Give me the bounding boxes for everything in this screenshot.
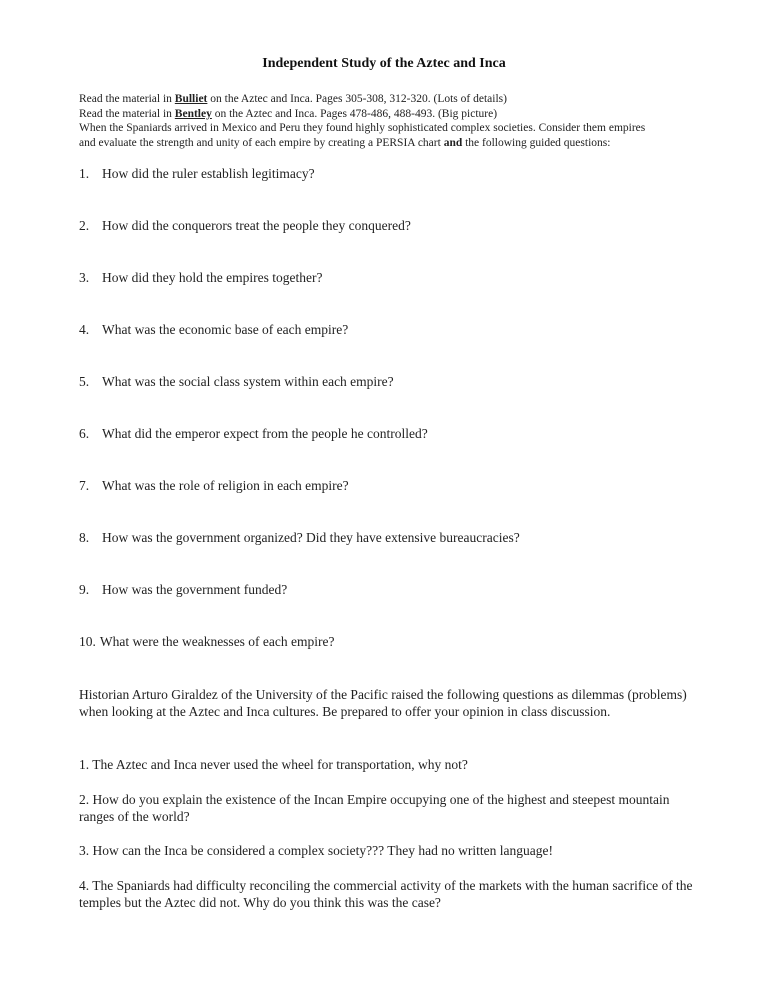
historian-text: Historian Arturo Giraldez of the University of the Pacific raised the following questions as dilemmas (problems) when looking at the Aztec and Inca cultures. Be prepared to offer your opinion in class discussion. bbox=[79, 687, 687, 719]
question-number: 4. bbox=[79, 322, 90, 337]
question-item bbox=[79, 530, 520, 546]
dilemma-item bbox=[79, 791, 699, 825]
question-text: How was the government funded? bbox=[102, 582, 288, 597]
question-text: How did the ruler establish legitimacy? bbox=[102, 166, 315, 181]
page-title: Independent Study of the Aztec and Inca bbox=[262, 56, 506, 71]
intro-line4-suffix: the following guided questions: bbox=[462, 136, 611, 149]
book-bentley: Bentley bbox=[174, 107, 212, 120]
dilemma-item bbox=[79, 756, 699, 773]
question-item bbox=[79, 426, 428, 442]
question-text: How was the government organized? Did they have extensive bureaucracies? bbox=[102, 530, 520, 545]
dilemma-text: 1. The Aztec and Inca never used the wheel for transportation, why not? bbox=[79, 757, 468, 772]
question-number: 7. bbox=[79, 478, 90, 493]
question-number: 2. bbox=[79, 218, 90, 233]
intro-line2-prefix: Read the material in bbox=[79, 107, 175, 120]
question-number: 5. bbox=[79, 374, 90, 389]
intro-instructions bbox=[79, 92, 719, 150]
dilemma-text: 3. How can the Inca be considered a complex society??? They had no written language! bbox=[79, 843, 553, 858]
question-item bbox=[79, 218, 411, 234]
question-text: How did they hold the empires together? bbox=[102, 270, 323, 285]
question-number: 6. bbox=[79, 426, 90, 441]
question-text: What did the emperor expect from the people he controlled? bbox=[102, 426, 428, 441]
intro-and-bold: and bbox=[443, 136, 463, 149]
intro-line-bentley bbox=[79, 107, 719, 122]
question-item bbox=[79, 478, 349, 494]
question-item bbox=[79, 634, 335, 650]
dilemma-item bbox=[79, 842, 699, 859]
dilemma-text: 4. The Spaniards had difficulty reconciling the commercial activity of the markets with the human sacrifice of the temples but the Aztec did not. Why do you think this was the case? bbox=[79, 878, 693, 910]
intro-line1-prefix: Read the material in bbox=[79, 93, 175, 105]
intro-line4-prefix: and evaluate the strength and unity of each empire by creating a PERSIA chart bbox=[79, 136, 444, 149]
question-text: What was the economic base of each empire? bbox=[102, 322, 349, 337]
book-bulliet: Bulliet bbox=[174, 93, 208, 105]
historian-paragraph bbox=[79, 686, 699, 720]
intro-line-context: When the Spaniards arrived in Mexico and Peru they found highly sophisticated complex societies. Consider them empires bbox=[79, 122, 646, 134]
question-item bbox=[79, 582, 287, 598]
question-item bbox=[79, 166, 315, 182]
intro-line1-suffix: on the Aztec and Inca. Pages 305-308, 312-320. (Lots of details) bbox=[207, 93, 507, 105]
dilemma-text: 2. How do you explain the existence of the Incan Empire occupying one of the highest and steepest mountain ranges of the world? bbox=[79, 792, 670, 824]
question-number: 1. bbox=[79, 166, 90, 181]
intro-line2-suffix: on the Aztec and Inca. Pages 478-486, 488-493. (Big picture) bbox=[211, 107, 498, 120]
question-text: What were the weaknesses of each empire? bbox=[99, 634, 335, 649]
intro-line-persia bbox=[79, 136, 719, 151]
question-text: What was the role of religion in each empire? bbox=[102, 478, 349, 493]
intro-line-bulliet bbox=[79, 92, 719, 107]
question-number: 10. bbox=[79, 634, 96, 649]
question-number: 8. bbox=[79, 530, 90, 545]
question-text: How did the conquerors treat the people they conquered? bbox=[102, 218, 411, 233]
question-item bbox=[79, 374, 394, 390]
question-text: What was the social class system within each empire? bbox=[102, 374, 394, 389]
question-number: 3. bbox=[79, 270, 90, 285]
question-number: 9. bbox=[79, 582, 90, 597]
question-item bbox=[79, 270, 322, 286]
question-item bbox=[79, 322, 348, 338]
dilemma-item bbox=[79, 877, 699, 911]
